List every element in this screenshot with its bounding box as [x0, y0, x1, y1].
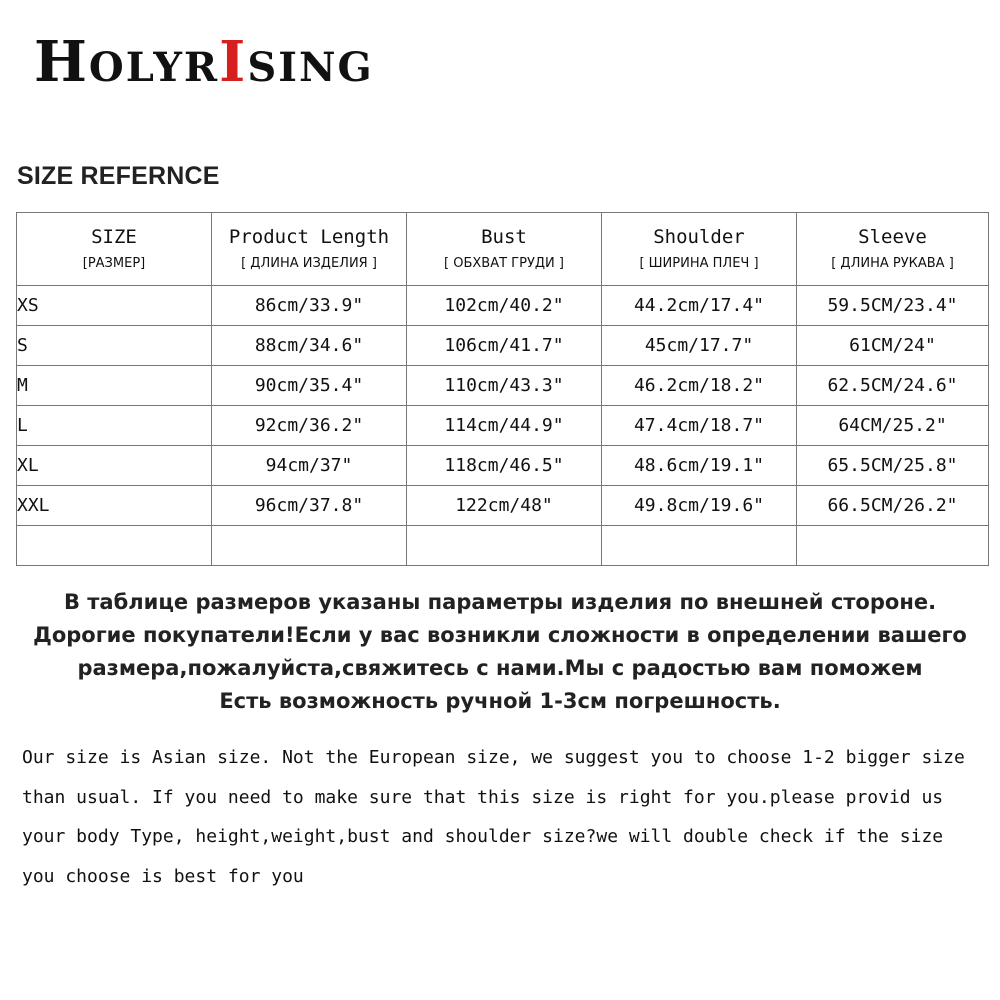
cell-length: 96cm/37.8" [212, 486, 407, 526]
cell-shoulder: 45cm/17.7" [602, 326, 797, 366]
cell-length: 90cm/35.4" [212, 366, 407, 406]
cell-bust: 122cm/48" [407, 486, 602, 526]
cell-bust: 114cm/44.9" [407, 406, 602, 446]
header-sublabel: [ ОБХВАТ ГРУДИ ] [444, 256, 564, 271]
cell-length: 88cm/34.6" [212, 326, 407, 366]
cell-size: M [17, 366, 212, 406]
logo-letter-i: I [219, 29, 248, 95]
table-row-empty [17, 526, 989, 566]
empty-cell [212, 526, 407, 566]
cell-size: XL [17, 446, 212, 486]
russian-note-line: Дорогие покупатели!Если у вас возникли сложности в определении вашего [33, 623, 967, 647]
header-label: Product Length [228, 226, 390, 248]
cell-shoulder: 44.2cm/17.4" [602, 286, 797, 326]
russian-note-line: Есть возможность ручной 1-3см погрешность. [219, 689, 781, 713]
cell-sleeve: 65.5CM/25.8" [797, 446, 989, 486]
logo-letters-sing: SING [247, 44, 374, 91]
cell-shoulder: 48.6cm/19.1" [602, 446, 797, 486]
header-sublabel: [ ДЛИНА ИЗДЕЛИЯ ] [241, 256, 377, 271]
cell-size: L [17, 406, 212, 446]
cell-bust: 102cm/40.2" [407, 286, 602, 326]
russian-note-line: В таблице размеров указаны параметры изделия по внешней стороне. [63, 590, 937, 614]
header-label: Bust [481, 226, 527, 248]
cell-bust: 106cm/41.7" [407, 326, 602, 366]
header-sublabel: [ ДЛИНА РУКАВА ] [831, 256, 954, 271]
cell-length: 92cm/36.2" [212, 406, 407, 446]
cell-bust: 110cm/43.3" [407, 366, 602, 406]
cell-size: XXL [17, 486, 212, 526]
cell-shoulder: 49.8cm/19.6" [602, 486, 797, 526]
cell-size: XS [17, 286, 212, 326]
cell-size: S [17, 326, 212, 366]
header-bust [407, 213, 602, 286]
cell-length: 94cm/37" [212, 446, 407, 486]
logo-letter-h: H [34, 29, 89, 95]
table-row [17, 486, 989, 526]
cell-sleeve: 66.5CM/26.2" [797, 486, 989, 526]
russian-note-line: размера,пожалуйста,свяжитесь с нами.Мы с радостью вам поможем [77, 656, 923, 680]
brand-logo [34, 29, 374, 96]
cell-sleeve: 59.5CM/23.4" [797, 286, 989, 326]
header-sublabel: [РАЗМЕР] [82, 256, 146, 271]
header-sublabel: [ ШИРИНА ПЛЕЧ ] [639, 256, 759, 271]
table-row [17, 446, 989, 486]
cell-length: 86cm/33.9" [212, 286, 407, 326]
cell-sleeve: 61CM/24" [797, 326, 989, 366]
size-table [16, 212, 989, 566]
table-row [17, 326, 989, 366]
empty-cell [17, 526, 212, 566]
header-sleeve [797, 213, 989, 286]
header-size [17, 213, 212, 286]
header-label: Shoulder [653, 226, 745, 248]
cell-sleeve: 64CM/25.2" [797, 406, 989, 446]
empty-cell [407, 526, 602, 566]
table-row [17, 286, 989, 326]
header-label: Sleeve [858, 226, 927, 248]
header-product-length [212, 213, 407, 286]
english-size-note: Our size is Asian size. Not the European size, we suggest you to choose 1-2 bigger size than usual. If you need to make sure that this size is right for you.please provid us your body Type, height,weight,bust and shoulder size?we will double check if the size you choose is best for you [22, 747, 965, 887]
header-label: SIZE [91, 226, 137, 248]
cell-shoulder: 46.2cm/18.2" [602, 366, 797, 406]
empty-cell [797, 526, 989, 566]
header-shoulder [602, 213, 797, 286]
logo-letters-olyr: OLYR [88, 44, 220, 91]
table-header-row [17, 213, 989, 286]
cell-sleeve: 62.5CM/24.6" [797, 366, 989, 406]
table-row [17, 366, 989, 406]
size-reference-heading: SIZE REFERNCE [17, 162, 220, 190]
table-row [17, 406, 989, 446]
cell-shoulder: 47.4cm/18.7" [602, 406, 797, 446]
empty-cell [602, 526, 797, 566]
cell-bust: 118cm/46.5" [407, 446, 602, 486]
